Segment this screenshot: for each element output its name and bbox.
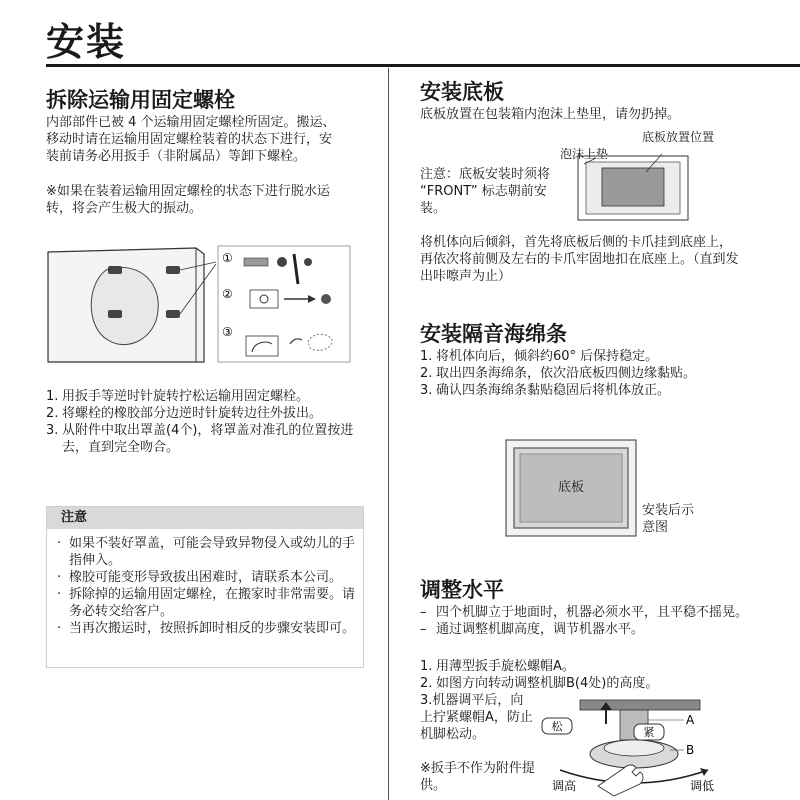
bolt-icon [166, 266, 180, 274]
title-divider [46, 64, 800, 67]
section-heading-remove-bolts: 拆除运输用固定螺栓 [46, 88, 235, 112]
section-heading-leveling: 调整水平 [420, 578, 504, 602]
list-item: 3. 确认四条海绵条黏贴稳固后将机体放正。 [420, 383, 671, 398]
foam-pad-label: 泡沫上垫 [560, 147, 609, 161]
figure-step-1-label: ① [222, 251, 233, 265]
remove-bolts-intro: 内部部件已被 4 个运输用固定螺栓所固定。搬运、移动时请在运输用固定螺栓装着的状态下进行，安装前请务必用扳手（非附属品）等卸下螺栓。 [46, 115, 336, 164]
section-heading-install-base: 安装底板 [420, 80, 504, 104]
figure-step-2-label: ② [222, 287, 233, 301]
install-base-intro: 底板放置在包装箱内泡沫上垫里，请勿扔掉。 [420, 107, 681, 122]
bolt-icon [108, 266, 122, 274]
base-plate-label: 底板 [557, 480, 585, 495]
installed-diagram-caption: 安装后示意图 [642, 503, 695, 535]
bolt-extract-icon [250, 290, 331, 308]
list-item: – 通过调整机脚高度，调节机器水平。 [420, 622, 645, 637]
bolt-icon [166, 310, 180, 318]
bolt-icon [108, 310, 122, 318]
column-divider [388, 68, 389, 800]
figure-step-3-label: ③ [222, 325, 233, 339]
leveling-steps [420, 658, 750, 692]
remove-bolts-warning: ※如果在装着运输用固定螺栓的状态下进行脱水运转，将会产生极大的振动。 [46, 184, 330, 216]
list-item: 2. 将螺栓的橡胶部分边逆时针旋转边往外拔出。 [46, 406, 323, 421]
nut-a-label: A [686, 713, 695, 727]
washer-back-illustration [48, 248, 216, 362]
leveling-foot-figure [540, 698, 740, 798]
list-item: – 四个机脚立于地面时，机器必须水平，且平稳不摇晃。 [420, 605, 749, 620]
front-mark-caution: 注意：底板安装时须将 “FRONT” 标志朝前安装。 [420, 167, 551, 216]
lower-label: 调低 [690, 779, 715, 793]
foot-b-label: B [686, 743, 695, 757]
list-item: 1. 用薄型扳手旋松螺帽A。 [420, 659, 575, 674]
leveling-step-3: 3.机器调平后，向上拧紧螺帽A，防止机脚松动。 [420, 693, 533, 742]
list-item: 1. 用扳手等逆时针旋转拧松运输用固定螺栓。 [46, 389, 310, 404]
list-item: 2. 如图方向转动调整机脚B(4处)的高度。 [420, 676, 659, 691]
install-base-body: 将机体向后倾斜，首先将底板后侧的卡爪挂到底座上，再依次将前侧及左右的卡爪牢固地扣在底座上。（直到发出咔嚓声为止） [420, 235, 739, 284]
caution-list [47, 535, 363, 637]
bolt-removal-figure [46, 240, 366, 368]
wrench-footnote: ※扳手不作为附件提供。 [420, 761, 535, 793]
wrench-on-bolt-icon [244, 254, 312, 284]
sponge-steps [420, 348, 750, 399]
cover-cap-icon [246, 334, 332, 356]
list-item: · 如果不装好罩盖，可能会导致异物侵入或幼儿的手指伸入。 [57, 536, 356, 568]
page-title: 安装 [46, 20, 127, 64]
list-item: 3. 从附件中取出罩盖(4个)，将罩盖对准孔的位置按进去，直到完全吻合。 [46, 423, 354, 455]
sponge-installed-figure [504, 438, 638, 538]
loosen-label: 松 [551, 720, 563, 733]
tighten-label: 紧 [643, 726, 655, 739]
caution-box [46, 506, 364, 668]
raise-label: 调高 [552, 779, 577, 793]
caution-heading: 注意 [47, 507, 363, 529]
list-item: · 当再次搬运时，按照拆卸时相反的步骤安装即可。 [57, 621, 356, 636]
leveling-notes [420, 604, 750, 638]
remove-bolts-steps [46, 388, 356, 456]
list-item: · 拆除掉的运输用固定螺栓，在搬家时非常需要。请务必转交给客户。 [57, 587, 356, 619]
list-item: 1. 将机体向后，倾斜约60° 后保持稳定。 [420, 349, 659, 364]
list-item: · 橡胶可能变形导致拔出困难时，请联系本公司。 [57, 570, 343, 585]
section-heading-sponge: 安装隔音海绵条 [420, 322, 567, 346]
list-item: 2. 取出四条海绵条，依次沿底板四侧边缘黏贴。 [420, 366, 697, 381]
base-position-label: 底板放置位置 [642, 130, 715, 144]
